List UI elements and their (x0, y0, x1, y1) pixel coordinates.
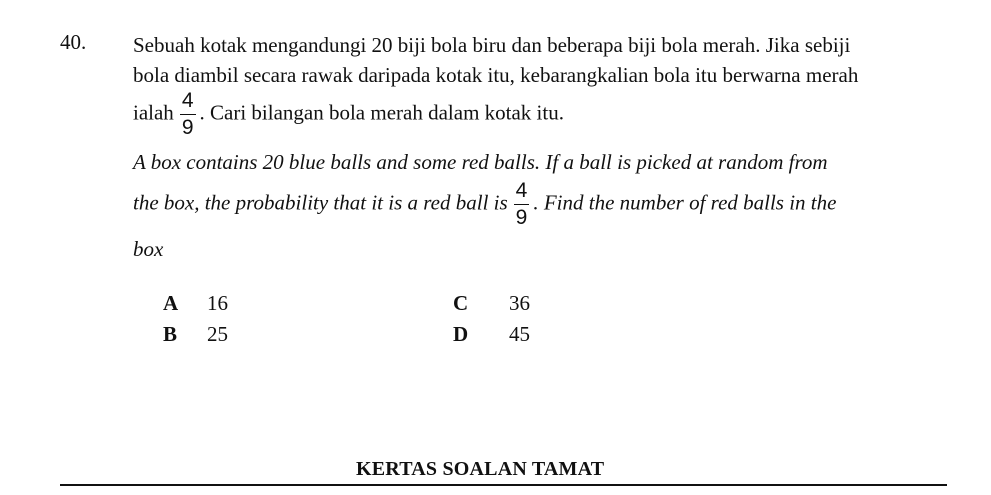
probability-fraction-english (514, 180, 530, 229)
option-value: 16 (207, 291, 228, 315)
fraction-numerator: 4 (181, 89, 194, 112)
malay-line-3-end: . Cari bilangan bola merah dalam kotak itu. (199, 100, 564, 125)
option-d[interactable] (453, 322, 530, 347)
fraction-denominator: 9 (181, 116, 194, 139)
english-line-2-end: . Find the number of red balls in the (533, 190, 837, 215)
fraction-denominator: 9 (515, 206, 528, 229)
option-value: 36 (509, 291, 530, 315)
fraction-bar (180, 114, 196, 115)
question-number: 40. (60, 30, 87, 54)
option-a[interactable] (163, 291, 228, 316)
question-text-malay (133, 30, 963, 90)
malay-line-2: bola diambil secara rawak daripada kotak itu, kebarangkalian bola itu berwarna merah (133, 63, 859, 87)
probability-fraction-malay (180, 90, 196, 139)
option-letter: D (453, 322, 469, 346)
end-of-paper-label: KERTAS SOALAN TAMAT (356, 458, 605, 480)
option-letter: C (453, 291, 469, 315)
malay-line-3-start: ialah (133, 100, 174, 125)
option-letter: A (163, 291, 179, 315)
option-c[interactable] (453, 291, 530, 316)
fraction-numerator: 4 (515, 179, 528, 202)
option-value: 25 (207, 322, 228, 346)
option-b[interactable] (163, 322, 228, 347)
option-letter: B (163, 322, 178, 346)
english-line-1: A box contains 20 blue balls and some red balls. If a ball is picked at random from (133, 150, 828, 174)
english-line-3: box (133, 237, 164, 261)
malay-line-3 (133, 90, 564, 146)
option-value: 45 (509, 322, 530, 346)
footer-divider (60, 484, 947, 486)
english-line-2 (133, 180, 836, 229)
english-line-2-start: the box, the probability that it is a red ball is (133, 190, 508, 215)
malay-line-1: Sebuah kotak mengandungi 20 biji bola biru dan beberapa biji bola merah. Jika sebiji (133, 33, 851, 57)
fraction-bar (514, 204, 530, 205)
